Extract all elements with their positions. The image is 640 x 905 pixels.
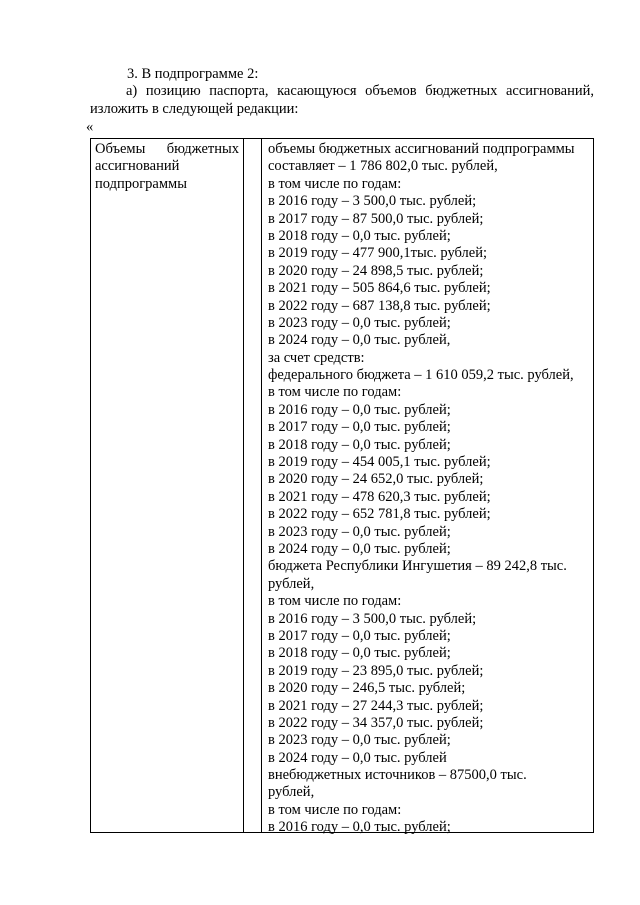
value-line: в 2019 году – 477 900,1тыс. рублей; bbox=[268, 245, 488, 262]
value-line: бюджета Республики Ингушетия – 89 242,8 тыс. bbox=[268, 558, 567, 575]
value-line: в 2019 году – 23 895,0 тыс. рублей; bbox=[268, 662, 484, 679]
value-line: в 2020 году – 24 898,5 тыс. рублей; bbox=[268, 262, 484, 279]
table-spacer-cell bbox=[244, 139, 262, 832]
value-line: рублей, bbox=[268, 784, 315, 801]
value-line: в 2021 году – 505 864,6 тыс. рублей; bbox=[268, 280, 491, 297]
value-line: в 2017 году – 0,0 тыс. рублей; bbox=[268, 627, 451, 644]
value-line: в 2020 году – 24 652,0 тыс. рублей; bbox=[268, 471, 484, 488]
paragraph-line-1: а) позицию паспорта, касающуюся объемов бюджетных ассигнований, bbox=[126, 83, 594, 99]
value-line: в 2016 году – 3 500,0 тыс. рублей; bbox=[268, 193, 477, 210]
paragraph-line-2: изложить в следующей редакции: bbox=[90, 101, 299, 117]
label-line: Объемы бюджетных bbox=[95, 141, 239, 157]
value-line: в 2022 году – 687 138,8 тыс. рублей; bbox=[268, 297, 491, 314]
value-line: в 2018 году – 0,0 тыс. рублей; bbox=[268, 436, 451, 453]
label-line: подпрограммы bbox=[95, 175, 187, 192]
value-line: в 2023 году – 0,0 тыс. рублей; bbox=[268, 314, 451, 331]
budget-table bbox=[90, 138, 594, 836]
value-line: в 2023 году – 0,0 тыс. рублей; bbox=[268, 732, 451, 749]
section-heading: 3. В подпрограмме 2: bbox=[127, 66, 259, 82]
value-line: в том числе по годам: bbox=[268, 593, 402, 610]
value-line: в 2024 году – 0,0 тыс. рублей bbox=[268, 749, 447, 766]
value-line: в 2023 году – 0,0 тыс. рублей; bbox=[268, 523, 451, 540]
value-line: внебюджетных источников – 87500,0 тыс. bbox=[268, 767, 527, 784]
opening-quote: « bbox=[86, 119, 94, 135]
value-line: составляет – 1 786 802,0 тыс. рублей, bbox=[268, 158, 498, 175]
value-line: в 2020 году – 246,5 тыс. рублей; bbox=[268, 680, 466, 697]
table-value-cell bbox=[262, 139, 593, 836]
value-line: в 2018 году – 0,0 тыс. рублей; bbox=[268, 645, 451, 662]
value-line: в 2021 году – 478 620,3 тыс. рублей; bbox=[268, 488, 491, 505]
value-line: в 2016 году – 3 500,0 тыс. рублей; bbox=[268, 610, 477, 627]
value-line: в 2017 году – 87 500,0 тыс. рублей; bbox=[268, 210, 484, 227]
value-line: в том числе по годам: bbox=[268, 175, 402, 192]
label-line: ассигнований bbox=[95, 158, 180, 175]
value-line: рублей, bbox=[268, 575, 315, 592]
value-line: в 2016 году – 0,0 тыс. рублей; bbox=[268, 819, 451, 836]
label-text bbox=[95, 141, 239, 193]
table-label-cell bbox=[91, 139, 244, 832]
value-line: в 2024 году – 0,0 тыс. рублей, bbox=[268, 332, 451, 349]
value-line: в том числе по годам: bbox=[268, 384, 402, 401]
value-line: в 2019 году – 454 005,1 тыс. рублей; bbox=[268, 454, 491, 471]
value-line: в 2021 году – 27 244,3 тыс. рублей; bbox=[268, 697, 484, 714]
value-line: в 2018 году – 0,0 тыс. рублей; bbox=[268, 227, 451, 244]
value-line: за счет средств: bbox=[268, 349, 365, 366]
value-text bbox=[268, 141, 594, 837]
value-line: объемы бюджетных ассигнований подпрограммы bbox=[268, 141, 575, 157]
value-line: в 2022 году – 34 357,0 тыс. рублей; bbox=[268, 714, 484, 731]
value-line: в 2024 году – 0,0 тыс. рублей; bbox=[268, 540, 451, 557]
value-line: в том числе по годам: bbox=[268, 801, 402, 818]
value-line: федерального бюджета – 1 610 059,2 тыс. рублей, bbox=[268, 367, 574, 384]
value-line: в 2016 году – 0,0 тыс. рублей; bbox=[268, 401, 451, 418]
value-line: в 2017 году – 0,0 тыс. рублей; bbox=[268, 419, 451, 436]
value-line: в 2022 году – 652 781,8 тыс. рублей; bbox=[268, 506, 491, 523]
